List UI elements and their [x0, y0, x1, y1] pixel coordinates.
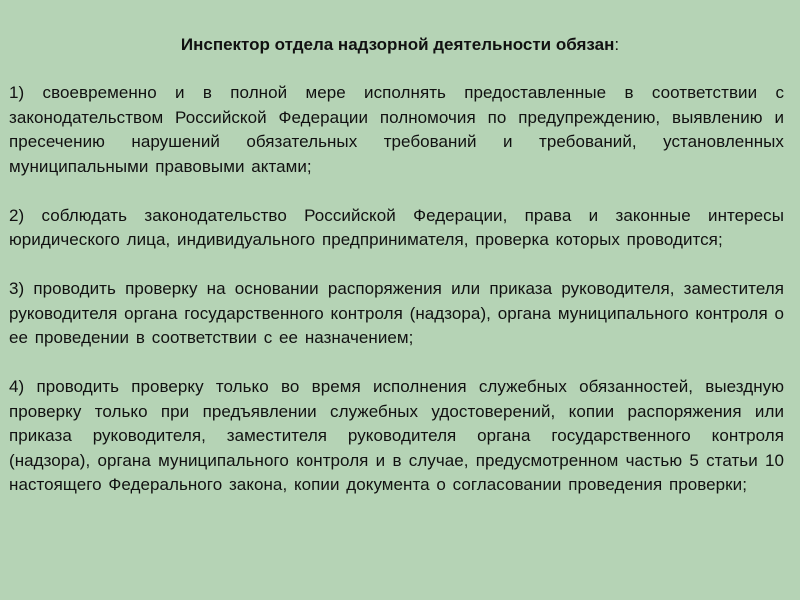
duties-list	[9, 81, 784, 498]
duty-item-2: 2) соблюдать законодательство Российской Федерации, права и законные интересы юридического лица, индивидуального предпринимателя, проверка которых проводится;	[9, 205, 784, 249]
duty-item-3: 3) проводить проверку на основании распоряжения или приказа руководителя, заместителя руководителя органа государственного контроля (надзора), органа муниципального контроля о ее проведении в соответствии с ее назначением;	[9, 279, 784, 347]
duty-item-1: 1) своевременно и в полной мере исполнять предоставленные в соответствии с законодательством Российской Федерации полномочия по предупреждению, выявлению и пресечению нарушений обязательных требований и требований, установленных муниципальными правовыми актами;	[9, 83, 784, 176]
slide-title-text: Инспектор отдела надзорной деятельности обязан	[180, 35, 615, 54]
slide-title	[0, 34, 800, 56]
duty-item-4: 4) проводить проверку только во время исполнения служебных обязанностей, выездную проверку только при предъявлении служебных удостоверений, копии распоряжения или приказа руководителя, заместителя руководителя органа государственного контроля (надзора), органа муниципального контроля и в случае, предусмотренном частью 5 статьи 10 настоящего Федерального закона, копии документа о согласовании проведения проверки;	[9, 377, 784, 494]
slide-title-colon: :	[614, 35, 620, 54]
